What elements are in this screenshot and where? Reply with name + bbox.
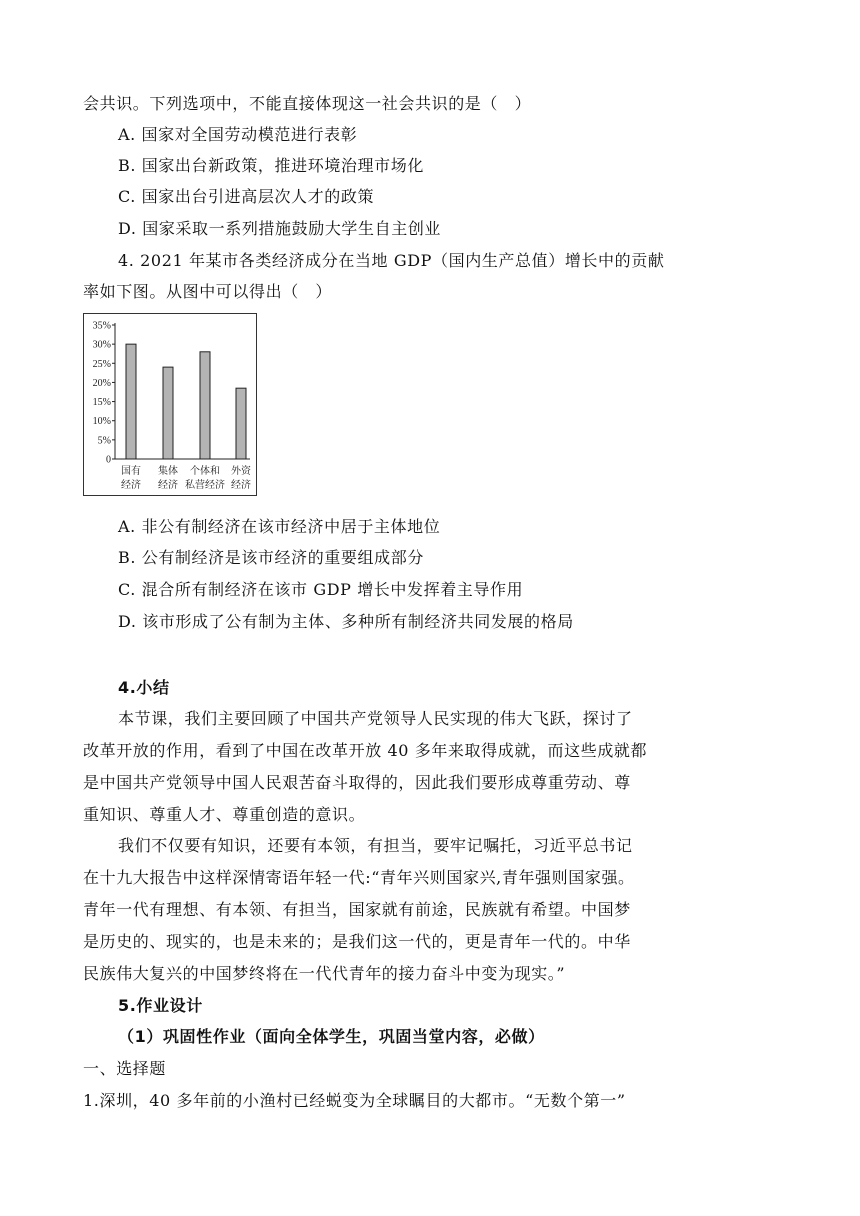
chart-x-category-label: 集体 [158,466,178,477]
q3-option-a: A. 国家对全国劳动模范进行表彰 [118,125,358,144]
homework-section-title: 一、选择题 [83,1059,167,1078]
chart-x-category-label: 经济 [121,480,141,491]
gdp-contribution-chart [83,313,257,496]
summary-p1-line-1: 本节课，我们主要回顾了中国共产党领导人民实现的伟大飞跃，探讨了 [118,709,633,728]
chart-y-tick-label: 30% [92,339,111,351]
summary-p2-line-2: 在十九大报告中这样深情寄语年轻一代:“青年兴则国家兴,青年强则国家强。 [83,868,635,887]
summary-p2-line-3: 青年一代有理想、有本领、有担当，国家就有前途，民族就有希望。中国梦 [83,900,631,919]
chart-bar-3 [200,352,210,459]
summary-heading: 4.小结 [118,678,170,697]
summary-p2-line-4: 是历史的、现实的，也是未来的；是我们这一代的，更是青年一代的。中华 [83,932,631,951]
chart-x-category-label: 个体和 [190,466,220,477]
chart-bar-2 [163,367,173,459]
q4-option-b: B. 公有制经济是该市经济的重要组成部分 [118,548,424,567]
chart-canvas [84,314,255,494]
chart-x-category-label: 私营经济 [185,480,225,491]
q3-option-b: B. 国家出台新政策，推进环境治理市场化 [118,156,424,175]
homework-heading: 5.作业设计 [118,996,203,1015]
summary-p2-line-1: 我们不仅要有知识，还要有本领，有担当，要牢记嘱托，习近平总书记 [118,836,633,855]
homework-sub-heading: （1）巩固性作业（面向全体学生，巩固当堂内容，必做） [118,1027,545,1046]
chart-x-category-label: 外资 [231,466,251,477]
chart-y-tick-label: 0 [106,454,111,466]
chart-y-tick-label: 5% [97,435,111,447]
summary-p1-line-4: 重知识、尊重人才、尊重创造的意识。 [83,805,366,824]
summary-p1-line-2: 改革开放的作用，看到了中国在改革开放 40 多年来取得成就，而这些成就都 [83,741,648,760]
q4-option-a: A. 非公有制经济在该市经济中居于主体地位 [118,517,441,536]
summary-p1-line-3: 是中国共产党领导中国人民艰苦奋斗取得的，因此我们要形成尊重劳动、尊 [83,773,631,792]
q4-stem-line-1: 4. 2021 年某市各类经济成分在当地 GDP（国内生产总值）增长中的贡献 [118,251,665,270]
chart-x-category-label: 经济 [231,480,251,491]
chart-y-tick-label: 20% [92,377,111,389]
q3-option-c: C. 国家出台引进高层次人才的政策 [118,187,375,206]
chart-bar-1 [126,344,136,459]
chart-bar-4 [236,388,246,459]
q4-stem-line-2: 率如下图。从图中可以得出（ ） [83,282,333,301]
q3-stem-tail: 会共识。下列选项中，不能直接体现这一社会共识的是（ ） [83,94,532,113]
summary-p2-line-5: 民族伟大复兴的中国梦终将在一代代青年的接力奋斗中变为现实。” [83,964,566,983]
chart-y-tick-label: 35% [92,320,111,332]
chart-x-category-label: 国有 [121,466,141,477]
chart-y-tick-label: 25% [92,358,111,370]
q3-option-d: D. 国家采取一系列措施鼓励大学生自主创业 [118,219,442,238]
chart-y-tick-label: 10% [92,416,111,428]
chart-y-tick-label: 15% [92,397,111,409]
q4-option-d: D. 该市形成了公有制为主体、多种所有制经济共同发展的格局 [118,612,574,631]
chart-x-category-label: 经济 [158,480,178,491]
homework-q1: 1.深圳，40 多年前的小渔村已经蜕变为全球瞩目的大都市。“无数个第一” [83,1091,626,1110]
q4-option-c: C. 混合所有制经济在该市 GDP 增长中发挥着主导作用 [118,580,524,599]
